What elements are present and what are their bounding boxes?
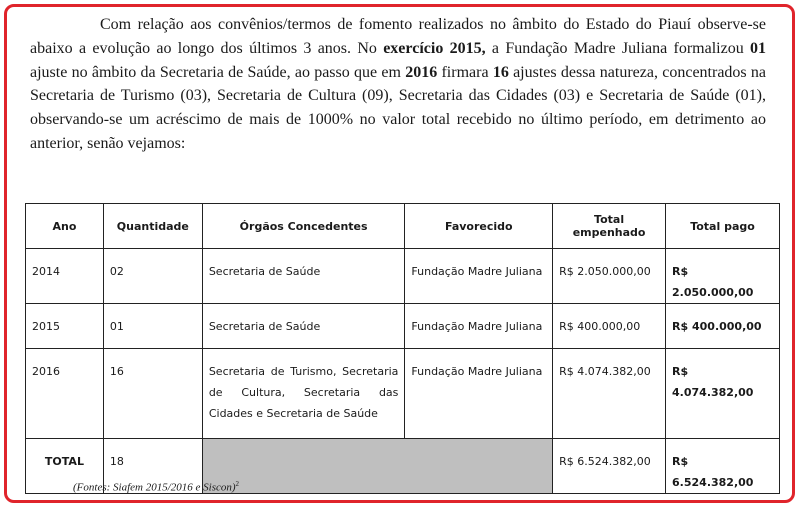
cell-ano: 2014: [26, 249, 104, 304]
header-total-empenhado: Total empenhado: [553, 204, 666, 249]
table-row: [26, 249, 780, 304]
intro-paragraph: Com relação aos convênios/termos de fomento realizados no âmbito do Estado do Piauí observe-se abaixo a evolução ao longo dos últimos 3 anos. No exercício 2015, a Fundação Madre Juliana formalizou 01 ajuste no âmbito da Secretaria de Saúde, ao passo que em 2016 firmara 16 ajustes dessa natureza, concentrados na Secretaria de Turismo (03), Secretaria de Cultura (09), Secretaria das Cidades (03) e Secretaria de Saúde (01), observando-se um acréscimo de mais de 1000% no valor total recebido no último período, em detrimento ao anterior, senão vejamos:: [30, 16, 767, 152]
total-empenhado: R$ 6.524.382,00: [553, 439, 666, 494]
cell-pago: R$ 2.050.000,00: [666, 249, 780, 304]
total-label: TOTAL: [26, 439, 104, 494]
cell-orgaos: Secretaria de Saúde: [202, 304, 405, 349]
cell-orgaos: Secretaria de Saúde: [202, 249, 405, 304]
source-note: (Fontes: Siafem 2015/2016 e Siscon)$^2$: [73, 480, 240, 494]
header-ano: Ano: [26, 204, 104, 249]
cell-favorecido: Fundação Madre Juliana: [405, 349, 553, 439]
cell-quantidade: 01: [103, 304, 202, 349]
header-total-pago: Total pago: [666, 204, 780, 249]
cell-empenhado: R$ 4.074.382,00: [553, 349, 666, 439]
cell-empenhado: R$ 2.050.000,00: [553, 249, 666, 304]
cell-quantidade: 16: [103, 349, 202, 439]
cell-pago: R$ 400.000,00: [666, 304, 780, 349]
table-header-row: [26, 204, 780, 249]
cell-ano: 2016: [26, 349, 104, 439]
cell-empenhado: R$ 400.000,00: [553, 304, 666, 349]
cell-ano: 2015: [26, 304, 104, 349]
cell-orgaos: Secretaria de Turismo, Secretaria de Cultura, Secretaria das Cidades e Secretaria de Saúde: [202, 349, 405, 439]
header-favorecido: Favorecido: [405, 204, 553, 249]
cell-quantidade: 02: [103, 249, 202, 304]
header-orgaos: Órgãos Concedentes: [202, 204, 405, 249]
cell-favorecido: Fundação Madre Juliana: [405, 304, 553, 349]
table-row: [26, 304, 780, 349]
total-grey-cell: [202, 439, 552, 494]
convenios-table: [25, 203, 780, 494]
total-pago: R$ 6.524.382,00: [666, 439, 780, 494]
cell-pago: R$ 4.074.382,00: [666, 349, 780, 439]
footnote-marker: 2: [235, 480, 240, 488]
total-quantidade: 18: [103, 439, 202, 494]
cell-favorecido: Fundação Madre Juliana: [405, 249, 553, 304]
header-quantidade: Quantidade: [103, 204, 202, 249]
table-row: [26, 349, 780, 439]
